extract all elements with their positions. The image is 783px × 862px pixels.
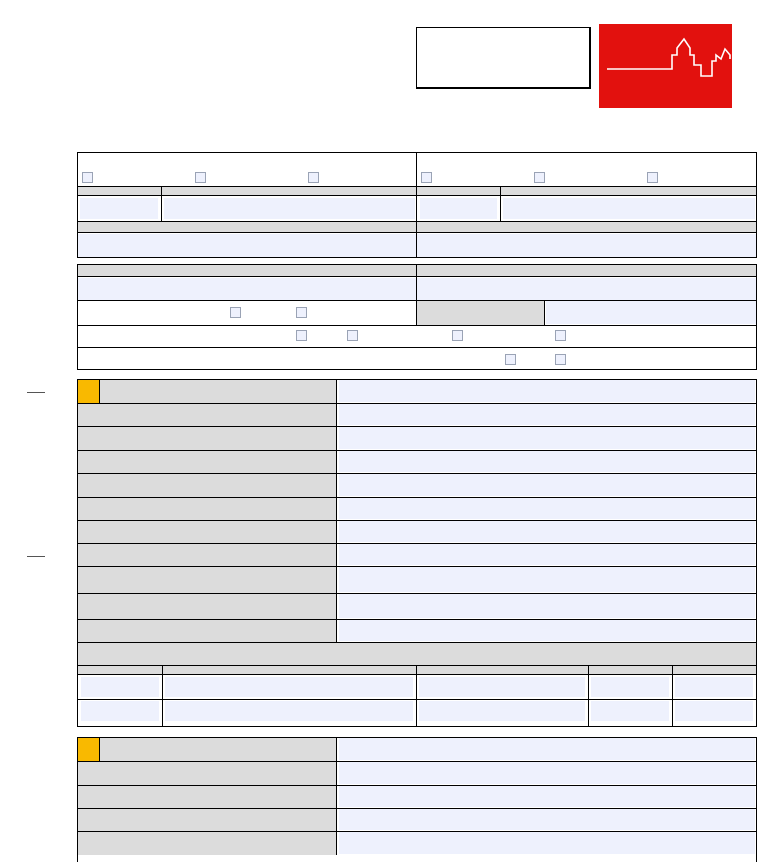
divider — [337, 543, 756, 544]
prev-option-main[interactable] — [534, 172, 547, 185]
divider — [337, 593, 756, 594]
document-field[interactable] — [81, 677, 159, 697]
person-field-input[interactable] — [339, 786, 755, 807]
person-field-input[interactable] — [339, 620, 755, 641]
person-field-label — [78, 473, 337, 497]
keep-as-secondary[interactable] — [555, 330, 568, 343]
new-option-sole[interactable] — [82, 172, 95, 185]
header-bar — [78, 265, 756, 277]
person-field-label — [78, 497, 337, 520]
person-field-input[interactable] — [339, 474, 755, 496]
person-field-input[interactable] — [339, 427, 755, 449]
other-no[interactable] — [505, 354, 518, 367]
document-field[interactable] — [81, 701, 159, 721]
person-field-input[interactable] — [339, 521, 755, 542]
person-field-input[interactable] — [339, 567, 755, 592]
person-1-block — [77, 379, 757, 727]
checkbox[interactable] — [555, 354, 566, 365]
checkbox[interactable] — [421, 172, 432, 183]
keep-yes[interactable] — [347, 330, 360, 343]
checkbox[interactable] — [534, 172, 545, 183]
keep-as-main[interactable] — [452, 330, 465, 343]
checkbox[interactable] — [505, 354, 516, 365]
documents-columns-header — [78, 665, 756, 675]
checkbox[interactable] — [308, 172, 319, 183]
person-field-label — [78, 785, 337, 808]
document-field[interactable] — [165, 677, 413, 697]
person-2-block — [77, 737, 757, 862]
prev-street-field[interactable] — [417, 234, 756, 257]
person-field-label — [78, 380, 337, 403]
person-field-label — [78, 761, 337, 785]
move-in-date-field[interactable] — [80, 198, 158, 219]
person-field-input[interactable] — [339, 404, 755, 425]
divider — [337, 566, 756, 567]
person-field-label — [78, 450, 337, 473]
fold-mark — [27, 392, 45, 393]
divider — [162, 665, 163, 726]
document-field[interactable] — [165, 701, 413, 721]
divider — [416, 665, 417, 726]
person-field-label — [78, 808, 337, 831]
document-field[interactable] — [591, 677, 669, 697]
divider — [337, 497, 756, 498]
header-bar — [78, 221, 416, 233]
document-field[interactable] — [675, 677, 753, 697]
divider — [161, 186, 162, 221]
document-field[interactable] — [419, 701, 585, 721]
person-field-label — [78, 831, 337, 855]
prev-option-sole[interactable] — [421, 172, 434, 185]
new-option-main[interactable] — [195, 172, 208, 185]
prev-postal-field[interactable] — [503, 198, 755, 219]
new-street-field[interactable] — [78, 234, 416, 257]
person-field-input[interactable] — [339, 380, 755, 402]
checkbox[interactable] — [195, 172, 206, 183]
last-address-field[interactable] — [546, 301, 756, 324]
document-field[interactable] — [675, 701, 753, 721]
documents-header — [78, 642, 756, 665]
person-number-badge — [78, 738, 100, 761]
document-field[interactable] — [419, 677, 585, 697]
person-field-label — [78, 738, 337, 761]
header-bar — [78, 186, 416, 196]
confirmation-later[interactable] — [296, 307, 309, 320]
checkbox[interactable] — [82, 172, 93, 183]
checkbox[interactable] — [647, 172, 658, 183]
checkbox[interactable] — [296, 330, 307, 341]
skyline-icon — [599, 24, 732, 108]
checkbox[interactable] — [555, 330, 566, 341]
last-address-cell — [417, 301, 545, 325]
divider — [588, 665, 589, 726]
header-bar — [417, 221, 756, 233]
divider — [337, 785, 756, 786]
landlord-field[interactable] — [78, 278, 416, 300]
divider — [337, 426, 756, 427]
person-field-input[interactable] — [339, 498, 755, 519]
person-field-label — [78, 619, 337, 642]
person-field-label — [78, 403, 337, 426]
prev-option-secondary[interactable] — [647, 172, 660, 185]
divider — [337, 831, 756, 832]
new-option-secondary[interactable] — [308, 172, 321, 185]
header-bar — [417, 186, 756, 196]
person-field-input[interactable] — [339, 544, 755, 565]
divider — [337, 619, 756, 620]
person-field-input[interactable] — [339, 832, 755, 854]
checkbox[interactable] — [452, 330, 463, 341]
fold-mark — [27, 556, 45, 557]
divider — [672, 665, 673, 726]
person-field-label — [78, 426, 337, 450]
person-field-input[interactable] — [339, 451, 755, 472]
nuernberg-logo — [599, 24, 732, 108]
person-field-label — [78, 566, 337, 593]
person-field-label — [78, 520, 337, 543]
other-yes[interactable] — [555, 354, 568, 367]
document-field[interactable] — [591, 701, 669, 721]
person-field-input[interactable] — [339, 809, 755, 830]
divider — [337, 403, 756, 404]
confirmation-attached[interactable] — [230, 307, 243, 320]
divider — [78, 325, 756, 326]
person-field-input[interactable] — [339, 738, 755, 760]
checkbox[interactable] — [230, 307, 241, 318]
checkbox[interactable] — [296, 307, 307, 318]
abroad-field[interactable] — [417, 278, 756, 300]
move-out-date-field[interactable] — [420, 198, 497, 219]
divider — [337, 473, 756, 474]
divider — [337, 450, 756, 451]
divider — [337, 808, 756, 809]
divider — [337, 761, 756, 762]
new-postal-field[interactable] — [164, 198, 415, 219]
person-field-input[interactable] — [339, 594, 755, 618]
keep-no[interactable] — [296, 330, 309, 343]
person-field-label — [78, 543, 337, 566]
person-field-label — [78, 593, 337, 619]
divider — [78, 347, 756, 348]
person-field-input[interactable] — [339, 762, 755, 784]
checkbox[interactable] — [347, 330, 358, 341]
divider — [337, 520, 756, 521]
person-number-badge — [78, 380, 100, 403]
divider — [78, 699, 756, 700]
hint-box — [416, 27, 591, 89]
divider — [500, 186, 501, 221]
